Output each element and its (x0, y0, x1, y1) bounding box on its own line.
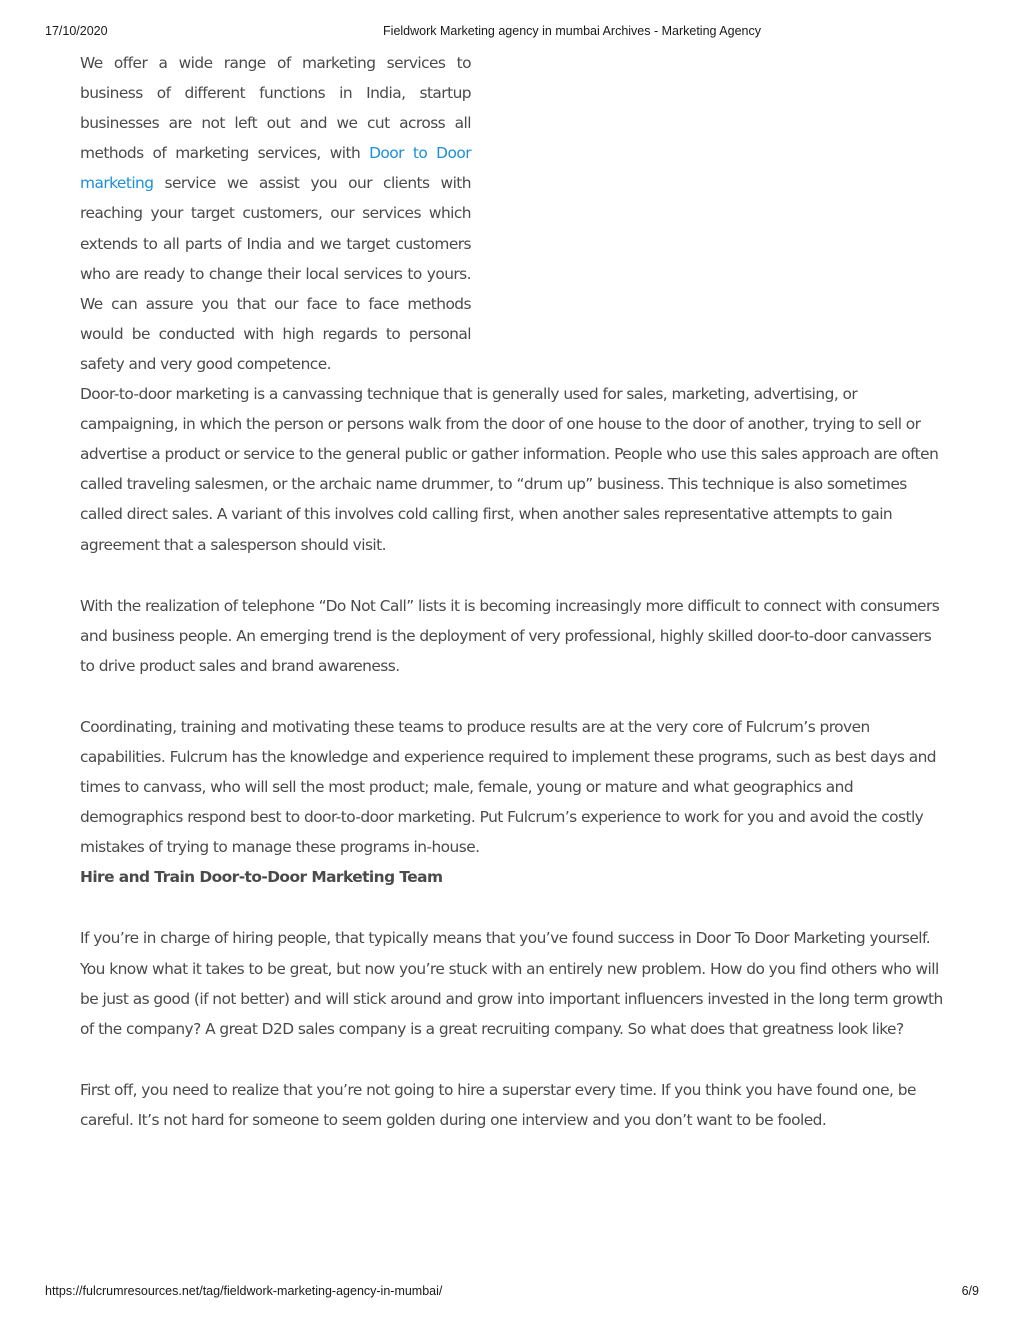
paragraph-door-to-door-definition: Door-to-door marketing is a canvassing technique that is generally used for sales, marketing, advertising, or campaigning, in which the person or persons walk from the door of one house to the door of another, trying to sell or advertise a product or service to the general public or gather information. People who use this sales approach are often called traveling salesmen, or the archaic name drummer, to “drum up” business. This technique is also sometimes called direct sales. A variant of this involves cold calling first, when another sales representative attempts to gain agreement that a salesperson should visit. (80, 385, 939, 554)
paragraph-first-off: First off, you need to realize that you’re not going to hire a superstar every time. If you think you have found one, be careful. It’s not hard for someone to seem golden during one interview and you don’t want to be fooled. (80, 1080, 916, 1129)
intro-text-after: service we assist you our clients with reaching your target customers, our services which extends to all parts of India and we target customers who are ready to change their local services to yours. We can assure you that our face to face methods would be conducted with high regards to personal safety and very good competence. (80, 174, 471, 373)
print-date: 17/10/2020 (45, 24, 108, 38)
intro-paragraph (80, 48, 471, 379)
page-number: 6/9 (961, 1284, 979, 1298)
print-page-title: Fieldwork Marketing agency in mumbai Archives - Marketing Agency (383, 24, 761, 38)
print-footer (0, 1284, 1024, 1300)
paragraph-fulcrum-capabilities: Coordinating, training and motivating these teams to produce results are at the very core of Fulcrum’s proven capabilities. Fulcrum has the knowledge and experience required to implement these programs, such as best days and times to canvass, who will sell the most product; male, female, young or mature and what geographics and demographics respond best to door-to-door marketing. Put Fulcrum’s experience to work for you and avoid the costly mistakes of trying to manage these programs in-house. (80, 717, 937, 857)
print-url: https://fulcrumresources.net/tag/fieldwork-marketing-agency-in-mumbai/ (45, 1284, 443, 1298)
intro-text-before: We offer a wide range of marketing services to business of different functions in India, startup businesses are not left out and we cut across all methods of marketing services, with (80, 54, 471, 163)
section-heading-hire-and-train: Hire and Train Door-to-Door Marketing Team (80, 868, 443, 887)
paragraph-do-not-call: With the realization of telephone “Do Not Call” lists it is becoming increasingly more difficult to connect with consumers and business people. An emerging trend is the deployment of very professional, highly skilled door-to-door canvassers to drive product sales and brand awareness. (80, 596, 940, 675)
paragraph-hiring: If you’re in charge of hiring people, that typically means that you’ve found success in Door To Door Marketing yourself. You know what it takes to be great, but now you’re stuck with an entirely new problem. How do you find others who will be just as good (if not better) and will stick around and grow into important influencers invested in the long term growth of the company? A great D2D sales company is a great recruiting company. So what does that greatness look like? (80, 929, 943, 1038)
article-content (80, 48, 945, 1135)
print-header (0, 24, 1024, 40)
door-to-door-marketing-link[interactable]: Door to Door marketing (80, 144, 471, 193)
